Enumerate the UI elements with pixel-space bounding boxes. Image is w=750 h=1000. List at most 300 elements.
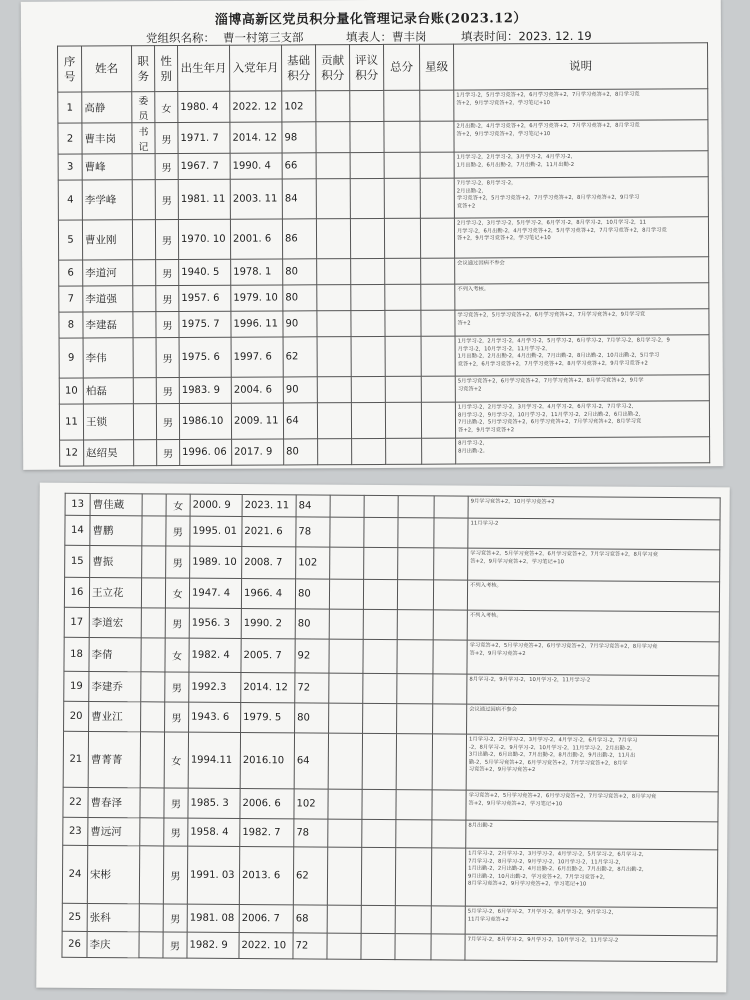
cell-birth: 1989. 10 (190, 546, 242, 578)
cell-review (363, 639, 397, 673)
header-review: 评议积分 (350, 44, 384, 90)
table-row (59, 375, 709, 404)
cell-birth: 1975. 6 (179, 337, 231, 377)
cell-review (351, 402, 385, 438)
cell-review (362, 789, 396, 819)
cell-note: 学习竞答+2，5月学习竞答+2，6月学习竞答+2，7月学习竞答+2，9月学习竞 答+2 (455, 309, 709, 336)
cell-sex: 男 (163, 904, 187, 932)
cell-no: 26 (62, 931, 87, 957)
cell-review (351, 284, 385, 310)
cell-total (385, 336, 421, 376)
cell-duty (132, 220, 155, 260)
cell-base: 80 (295, 609, 329, 639)
cell-base: 86 (282, 219, 316, 259)
cell-name: 曹春泽 (88, 787, 140, 817)
cell-review (350, 152, 384, 178)
cell-star (433, 580, 467, 610)
cell-note: 不列入考核。 (467, 610, 719, 642)
cell-base: 102 (282, 91, 316, 122)
cell-sex: 女 (164, 732, 188, 788)
table-row (58, 217, 708, 260)
cell-star (431, 934, 465, 960)
cell-base: 102 (296, 547, 330, 579)
cell-no: 4 (58, 180, 82, 220)
header-join: 入党年月 (230, 45, 282, 91)
cell-sex: 女 (155, 92, 178, 123)
cell-base: 80 (295, 579, 329, 609)
cell-name: 王立花 (89, 577, 141, 607)
cell-base: 72 (293, 933, 327, 959)
cell-total (396, 790, 432, 820)
cell-join: 2016.10 (240, 733, 294, 789)
cell-star (421, 284, 455, 310)
cell-contribution (329, 609, 363, 639)
cell-contribution (330, 517, 364, 547)
cell-sex: 男 (164, 788, 188, 818)
table-row (64, 637, 719, 676)
cell-review (351, 376, 385, 402)
cell-star (434, 496, 468, 518)
table-header (58, 43, 708, 92)
cell-note: 8月出勤-2 (466, 820, 718, 850)
cell-sex: 男 (156, 338, 179, 378)
cell-star (434, 548, 468, 580)
cell-total (397, 704, 433, 734)
cell-no: 12 (60, 440, 84, 466)
cell-total (385, 310, 421, 336)
filler-info (346, 29, 427, 45)
cell-name: 曹峰 (82, 154, 132, 180)
cell-name: 宋彬 (87, 845, 139, 903)
cell-join: 2004. 6 (231, 377, 283, 403)
cell-no: 18 (64, 637, 89, 671)
cell-join: 2006. 7 (239, 905, 293, 933)
cell-sex: 男 (163, 932, 187, 958)
cell-birth: 1980. 4 (178, 91, 230, 122)
cell-contribution (329, 703, 363, 733)
cell-note: 会议通过因病不参会 (467, 704, 719, 736)
cell-duty (133, 260, 156, 286)
cell-sex: 男 (164, 818, 188, 846)
table-row (58, 89, 708, 123)
table-row (59, 283, 709, 312)
cell-join: 2009. 11 (231, 403, 283, 439)
table-row (62, 903, 717, 936)
cell-birth: 1970. 10 (178, 219, 230, 259)
cell-no: 10 (59, 378, 83, 404)
cell-total (385, 402, 421, 438)
cell-base: 66 (282, 153, 316, 179)
cell-name: 李道强 (83, 286, 133, 312)
table-row (59, 257, 709, 286)
cell-total (384, 218, 420, 258)
cell-star (431, 848, 465, 906)
cell-join: 2013. 6 (239, 847, 293, 905)
cell-note: 8月学习-2， 8月出勤-2。 (456, 437, 710, 464)
cell-base: 84 (296, 495, 330, 517)
cell-birth: 1986.10 (179, 403, 231, 439)
table-row (60, 437, 710, 466)
cell-name: 李建乔 (89, 671, 141, 701)
cell-birth: 1975. 7 (179, 311, 231, 337)
cell-note: 1月学习-2，5月学习竞答+2，6月学习竞答+2，7月学习竞答+2，8月学习竞 答+2，9月学习竞答+2，学习笔记+10 (454, 89, 708, 121)
cell-contribution (316, 219, 350, 259)
cell-name: 曹佳蔵 (90, 493, 142, 515)
cell-sex: 男 (156, 378, 179, 404)
cell-total (385, 376, 421, 402)
cell-star (420, 90, 454, 121)
cell-no: 20 (64, 701, 89, 731)
cell-name: 李道宏 (89, 607, 141, 637)
cell-base: 84 (282, 179, 316, 219)
cell-no: 17 (64, 607, 89, 637)
cell-review (361, 847, 395, 905)
cell-base: 64 (283, 403, 317, 439)
cell-duty (140, 818, 164, 846)
cell-duty (139, 846, 163, 904)
header-note: 说明 (454, 43, 708, 90)
table-row (62, 931, 717, 962)
cell-review (351, 336, 385, 376)
cell-review (362, 733, 396, 789)
cell-duty (141, 608, 165, 638)
cell-total (384, 178, 420, 218)
cell-total (384, 152, 420, 178)
cell-birth: 1947. 4 (189, 578, 241, 608)
table-row (59, 309, 709, 338)
cell-duty (132, 180, 155, 220)
cell-name: 高静 (82, 92, 132, 123)
cell-contribution (317, 259, 351, 285)
points-table-page-1 (57, 42, 710, 466)
cell-note: 学习竞答+2，5月学习竞答+2，6月学习竞答+2，7月学习竞答+2，8月学习竞 答+2，9月学习竞答+2，学习笔记+10 (466, 790, 718, 822)
cell-birth: 1971. 7 (178, 122, 230, 153)
table-row (63, 787, 718, 822)
cell-star (421, 402, 455, 438)
cell-no: 24 (62, 845, 87, 903)
cell-duty (142, 494, 166, 516)
cell-join: 1978. 1 (231, 259, 283, 285)
header-no: 序号 (58, 46, 82, 92)
cell-total (396, 734, 432, 790)
cell-birth: 1996. 06 (180, 439, 232, 465)
cell-total (397, 674, 433, 704)
cell-review (350, 178, 384, 218)
cell-name: 曹业刚 (82, 220, 132, 260)
cell-note: 1月学习-2，2月学习-2，4月学习-2，5月学习-2，6月学习-2，7月学习-2，8月学习-2，9 月学习-2，10月学习-2，11月学习-2， 1月出勤-2，2月出勤-2，4月出勤-2，7月出勤-2，8月出勤-2，10月出勤-2，5月学习 竞答+2，6月学习竞答+2，7月学习竞答+2，8月学习竞答+2，9月学习竞答+2 (455, 335, 709, 376)
cell-duty (133, 404, 156, 440)
cell-no: 25 (62, 903, 87, 931)
cell-contribution (317, 337, 351, 377)
cell-birth: 1957. 6 (179, 285, 231, 311)
cell-total (397, 640, 433, 674)
cell-join: 2023. 11 (242, 495, 296, 517)
cell-name: 曹菁菁 (88, 731, 140, 787)
cell-duty (133, 378, 156, 404)
table-row (62, 845, 717, 908)
cell-contribution (327, 933, 361, 959)
cell-review (352, 438, 386, 464)
cell-duty: 书记 (132, 123, 155, 154)
cell-duty (132, 154, 155, 180)
cell-contribution (316, 153, 350, 179)
table-row (64, 671, 719, 706)
cell-join: 1996. 11 (231, 311, 283, 337)
header-duty: 职务 (132, 46, 155, 92)
cell-sex: 男 (166, 516, 190, 546)
cell-base: 78 (294, 819, 328, 847)
cell-note: 7月学习-2，8月学习-2，9月学习-2，10月学习-2，11月学习-2 (465, 934, 717, 962)
cell-star (421, 310, 455, 336)
cell-contribution (316, 179, 350, 219)
table-row (65, 515, 720, 550)
cell-duty: 委员 (132, 92, 155, 123)
cell-sex: 男 (157, 440, 180, 466)
cell-note: 7月学习-2，8月学习-2， 2月出勤-2， 学习竞答+2，5月学习竞答+2，7月学习竞答+2，8月学习竞答+2，9月学习 竞答+2 (454, 177, 708, 218)
cell-review (364, 517, 398, 547)
table-row (59, 335, 709, 378)
header-contribution: 贡献积分 (316, 45, 350, 91)
cell-base: 80 (283, 285, 317, 311)
cell-base: 80 (295, 703, 329, 733)
cell-total (395, 906, 431, 934)
cell-note: 1月学习-2，2月学习-2，3月学习-2，4月学习-2，6月学习-2，7月学习 -2，8月学习-2，9月学习-2，10月学习-2，11月学习-2，2月出勤-2， 3月出勤-2，6月出勤-2，7月出勤-2，8月出勤-2，9月出勤-2，11月出 勤-2，5月学习竞答+2，6月学习竞答+2，7月学习竞答+2，8月学 习竞答+2，9月学习竞答+2 (466, 734, 718, 792)
cell-name: 王锁 (83, 404, 133, 440)
header-total: 总分 (384, 44, 420, 90)
cell-duty (133, 338, 156, 378)
cell-base: 98 (282, 122, 316, 153)
header-base: 基础积分 (282, 45, 316, 91)
cell-contribution (316, 91, 350, 122)
cell-review (363, 609, 397, 639)
cell-duty (140, 732, 164, 788)
cell-base: 80 (283, 259, 317, 285)
cell-join: 1979. 10 (231, 285, 283, 311)
cell-contribution (317, 403, 351, 439)
cell-contribution (317, 311, 351, 337)
cell-total (398, 548, 434, 580)
cell-join: 2008. 7 (242, 547, 296, 579)
header-birth: 出生年月 (178, 45, 230, 91)
cell-base: 78 (296, 517, 330, 547)
cell-review (351, 310, 385, 336)
cell-join: 1997. 6 (231, 337, 283, 377)
cell-birth: 1991. 03 (187, 846, 239, 904)
cell-join: 2005. 7 (241, 639, 295, 673)
cell-sex: 男 (165, 672, 189, 702)
cell-no: 15 (65, 545, 90, 577)
cell-sex: 男 (165, 702, 189, 732)
cell-sex: 男 (156, 286, 179, 312)
cell-total (385, 284, 421, 310)
table-row (64, 701, 719, 736)
filler-value: 曹丰岗 (391, 29, 427, 44)
cell-star (432, 790, 466, 820)
cell-duty (134, 440, 157, 466)
cell-no: 16 (64, 577, 89, 607)
table-body-page-2 (62, 493, 720, 962)
cell-review (363, 673, 397, 703)
cell-review (350, 90, 384, 121)
cell-star (420, 121, 454, 152)
cell-sex: 男 (166, 546, 190, 578)
cell-no: 9 (59, 338, 83, 378)
header-sex: 性别 (155, 46, 178, 92)
cell-duty (140, 788, 164, 818)
header-name: 姓名 (82, 46, 132, 92)
record-sheet-page-2 (36, 483, 730, 993)
cell-birth: 1982. 9 (187, 932, 239, 958)
cell-star (421, 376, 455, 402)
cell-star (420, 218, 454, 258)
cell-star (420, 152, 454, 178)
cell-total (385, 258, 421, 284)
cell-join: 1990. 4 (230, 153, 282, 179)
cell-no: 5 (58, 220, 82, 260)
cell-note: 会议通过因病不参会 (455, 257, 709, 284)
cell-base: 72 (295, 673, 329, 703)
cell-note: 学习竞答+2，5月学习竞答+2，6月学习竞答+2，7月学习竞答+2，8月学习竞 答+2，9月学习竞答+2，学习笔记+10 (468, 548, 720, 582)
record-sheet-page-1 (21, 0, 723, 470)
cell-note: 2月学习-2，3月学习-2，5月学习-2，6月学习-2，8月学习-2，10月学习-2，11 月学习-2，6月出勤-2，4月学习竞答+2，5月学习竞答+2，7月学习竞答+2，8月学习竞 答+2，9月学习竞答+2，学习笔记+10 (454, 217, 708, 258)
cell-no: 22 (63, 787, 88, 817)
cell-total (384, 90, 420, 121)
cell-contribution (328, 789, 362, 819)
cell-join: 1966. 4 (241, 579, 295, 609)
cell-no: 11 (59, 404, 83, 440)
cell-birth: 1985. 3 (188, 788, 240, 818)
cell-duty (141, 638, 165, 672)
cell-duty (141, 578, 165, 608)
cell-base: 90 (283, 377, 317, 403)
cell-base: 62 (293, 847, 327, 905)
table-row (58, 120, 708, 154)
cell-sex: 男 (155, 154, 178, 180)
cell-note: 5月学习-2，6月学习-2，7月学习-2，8月学习-2，9月学习-2， 11月学习竞答+2 (465, 906, 717, 936)
cell-duty (139, 932, 163, 958)
cell-join: 1979. 5 (241, 703, 295, 733)
cell-total (386, 438, 422, 464)
cell-total (397, 610, 433, 640)
cell-review (364, 547, 398, 579)
cell-star (433, 704, 467, 734)
cell-birth: 1994.11 (188, 732, 240, 788)
cell-sex: 女 (165, 638, 189, 672)
cell-name: 曹业江 (89, 701, 141, 731)
cell-birth: 1943. 6 (189, 702, 241, 732)
cell-base: 80 (284, 439, 318, 465)
cell-contribution (330, 547, 364, 579)
cell-star (421, 258, 455, 284)
header-star: 星级 (420, 44, 454, 90)
cell-contribution (329, 673, 363, 703)
cell-duty (142, 516, 166, 546)
cell-contribution (317, 377, 351, 403)
document-title: 淄博高新区党员积分量化管理记录台账(2023.12） (214, 11, 527, 28)
cell-note: 11月学习-2 (468, 518, 720, 550)
cell-contribution (328, 819, 362, 847)
cell-name: 李学峰 (82, 180, 132, 220)
cell-star (432, 734, 466, 790)
cell-note: 2月出勤-2，4月学习竞答+2，6月学习竞答+2，7月学习竞答+2，8月学习竞 答+2，9月学习竞答+2，学习笔记+10 (454, 120, 708, 152)
cell-star (433, 674, 467, 704)
cell-base: 90 (283, 311, 317, 337)
cell-review (362, 819, 396, 847)
cell-duty (141, 672, 165, 702)
cell-total (398, 496, 434, 518)
cell-note: 不列入考核。 (467, 580, 719, 612)
cell-contribution (317, 285, 351, 311)
cell-no: 3 (58, 154, 82, 180)
cell-contribution (327, 847, 361, 905)
cell-contribution (327, 905, 361, 933)
cell-join: 2014. 12 (230, 122, 282, 153)
cell-review (361, 905, 395, 933)
table-row (58, 177, 708, 220)
cell-total (397, 580, 433, 610)
cell-no: 7 (59, 286, 83, 312)
cell-join: 2022. 10 (239, 933, 293, 959)
cell-star (422, 438, 456, 464)
cell-name: 赵绍昊 (84, 440, 134, 466)
cell-name: 张科 (87, 903, 139, 931)
cell-base: 64 (294, 733, 328, 789)
cell-name: 李建磊 (83, 312, 133, 338)
cell-duty (139, 904, 163, 932)
date-value: 2023. 12. 19 (518, 28, 592, 44)
cell-join: 2006. 6 (240, 789, 294, 819)
cell-birth: 1981. 11 (178, 179, 230, 219)
cell-note: 8月学习-2，9月学习-2，10月学习-2，11月学习-2 (467, 674, 719, 706)
cell-name: 曹丰岗 (82, 123, 132, 154)
cell-note: 1月学习-2，2月学习-2，3月学习-2，4月学习-2， 1月出勤-2，6月出勤-2，7月出勤-2，11月出勤-2 (454, 151, 708, 178)
cell-no: 2 (58, 123, 82, 154)
cell-star (420, 178, 454, 218)
cell-note: 1月学习-2，2月学习-2，3月学习-2，4月学习-2，6月学习-2，7月学习-2， 8月学习-2，9月学习-2，10月学习-2，11月学习-2，2月出勤-2，6月出勤-2， 7月出勤-2，5月学习竞答+2，6月学习竞答+2，7月学习竞答+2，8月学习竞 答+2，9月学习竞答+2 (455, 401, 709, 438)
table-row (64, 607, 719, 642)
cell-sex: 女 (165, 578, 189, 608)
cell-birth: 1956. 3 (189, 608, 241, 638)
cell-note: 学习竞答+2，5月学习竞答+2，6月学习竞答+2，7月学习竞答+2，8月学习竞 答+2，9月学习竞答+2 (467, 640, 719, 676)
cell-contribution (318, 439, 352, 465)
table-row (59, 401, 709, 440)
cell-base: 62 (283, 337, 317, 377)
org-label: 党组织名称： (145, 30, 216, 46)
cell-note: 1月学习-2，2月学习-2，3月学习-2，4月学习-2，5月学习-2，6月学习-2， 7月学习-2，8月学习-2，9月学习-2，10月学习-2，11月学习-2， 1月出勤-2，2月出勤-2，4月出勤-2，6月出勤-2，7月出勤-2，8月出勤-2， 9月出勤-2，10月出勤-2，学习竞答+2，7月学习竞答+2， 8月学习竞答+2，9月学习竞答+2，学习笔记+10 (465, 848, 717, 908)
cell-note: 9月学习竞答+2，10月学习竞答+2 (468, 496, 720, 520)
cell-total (398, 518, 434, 548)
cell-review (350, 121, 384, 152)
cell-review (363, 703, 397, 733)
cell-review (351, 258, 385, 284)
cell-review (350, 218, 384, 258)
table-row (65, 545, 720, 582)
cell-review (361, 933, 395, 959)
cell-birth: 1967. 7 (178, 153, 230, 179)
cell-name: 李伟 (83, 338, 133, 378)
cell-join: 2021. 6 (242, 517, 296, 547)
cell-duty (141, 702, 165, 732)
cell-total (395, 934, 431, 960)
cell-star (432, 820, 466, 848)
cell-sex: 男 (156, 260, 179, 286)
cell-no: 23 (63, 817, 88, 845)
org-value: 曹一村第三支部 (222, 30, 304, 45)
cell-sex: 男 (156, 404, 179, 440)
table-body-page-1 (58, 89, 710, 466)
cell-no: 6 (59, 260, 83, 286)
cell-no: 14 (65, 515, 90, 545)
